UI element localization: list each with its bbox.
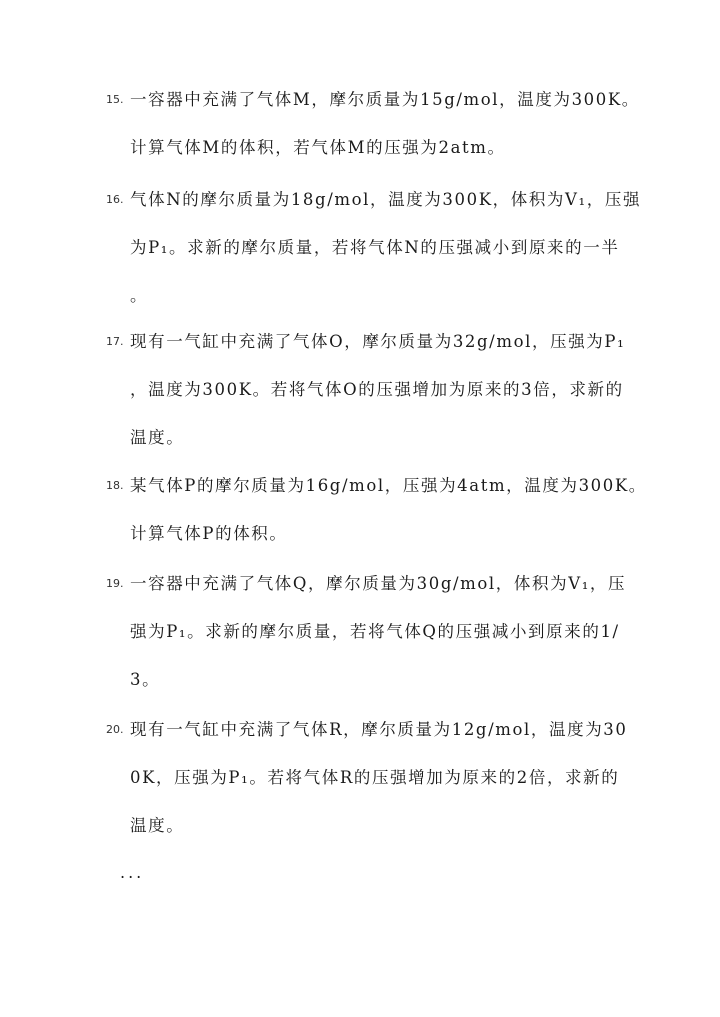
- question-text: 一容器中充满了气体Q，摩尔质量为30g/mol，体积为V₁，压: [130, 574, 627, 593]
- question-number: 16.: [106, 193, 124, 206]
- question-18: [106, 462, 647, 558]
- question-19: [106, 560, 626, 704]
- question-line: [106, 656, 626, 704]
- question-text: 某气体P的摩尔质量为16g/mol，压强为4atm，温度为300K。: [130, 476, 647, 495]
- question-text: 气体N的摩尔质量为18g/mol，温度为300K，体积为V₁，压强: [130, 190, 642, 209]
- question-16: [106, 176, 642, 320]
- question-line: [106, 76, 640, 124]
- question-line: [106, 414, 626, 462]
- question-number: 19.: [106, 577, 124, 590]
- question-text: 一容器中充满了气体M，摩尔质量为15g/mol，温度为300K。: [130, 90, 640, 109]
- question-line: [106, 510, 626, 558]
- question-text: 。: [130, 286, 149, 305]
- question-text: 计算气体M的体积，若气体M的压强为2atm。: [130, 138, 506, 157]
- question-15: [106, 76, 640, 172]
- question-text: 温度。: [130, 816, 185, 835]
- question-text: 3。: [130, 670, 161, 689]
- question-text: ，温度为300K。若将气体O的压强增加为原来的3倍，求新的: [130, 380, 624, 399]
- question-text: 现有一气缸中充满了气体O，摩尔质量为32g/mol，压强为P₁: [130, 332, 626, 351]
- question-20: [106, 706, 626, 850]
- question-17: [106, 318, 626, 462]
- question-line: [106, 754, 626, 802]
- question-text: 为P₁。求新的摩尔质量，若将气体N的压强减小到原来的一半: [130, 238, 620, 257]
- question-text: 计算气体P的体积。: [130, 524, 288, 543]
- question-line: [106, 176, 642, 224]
- question-text: 强为P₁。求新的摩尔质量，若将气体Q的压强减小到原来的1/: [130, 622, 620, 641]
- question-line: [106, 608, 626, 656]
- question-line: [106, 366, 626, 414]
- question-line: [106, 272, 626, 320]
- question-line: [106, 224, 626, 272]
- question-line: [106, 706, 626, 754]
- question-number: 18.: [106, 479, 124, 492]
- question-text: 现有一气缸中充满了气体R，摩尔质量为12g/mol，温度为30: [130, 720, 628, 739]
- question-line: [106, 560, 626, 608]
- question-number: 20.: [106, 723, 124, 736]
- question-text: 0K，压强为P₁。若将气体R的压强增加为原来的2倍，求新的: [130, 768, 620, 787]
- continuation-ellipsis: ...: [120, 863, 145, 882]
- question-line: [106, 124, 626, 172]
- question-line: [106, 802, 626, 850]
- question-line: [106, 462, 647, 510]
- question-text: 温度。: [130, 428, 185, 447]
- question-number: 17.: [106, 335, 124, 348]
- question-line: [106, 318, 626, 366]
- question-number: 15.: [106, 93, 124, 106]
